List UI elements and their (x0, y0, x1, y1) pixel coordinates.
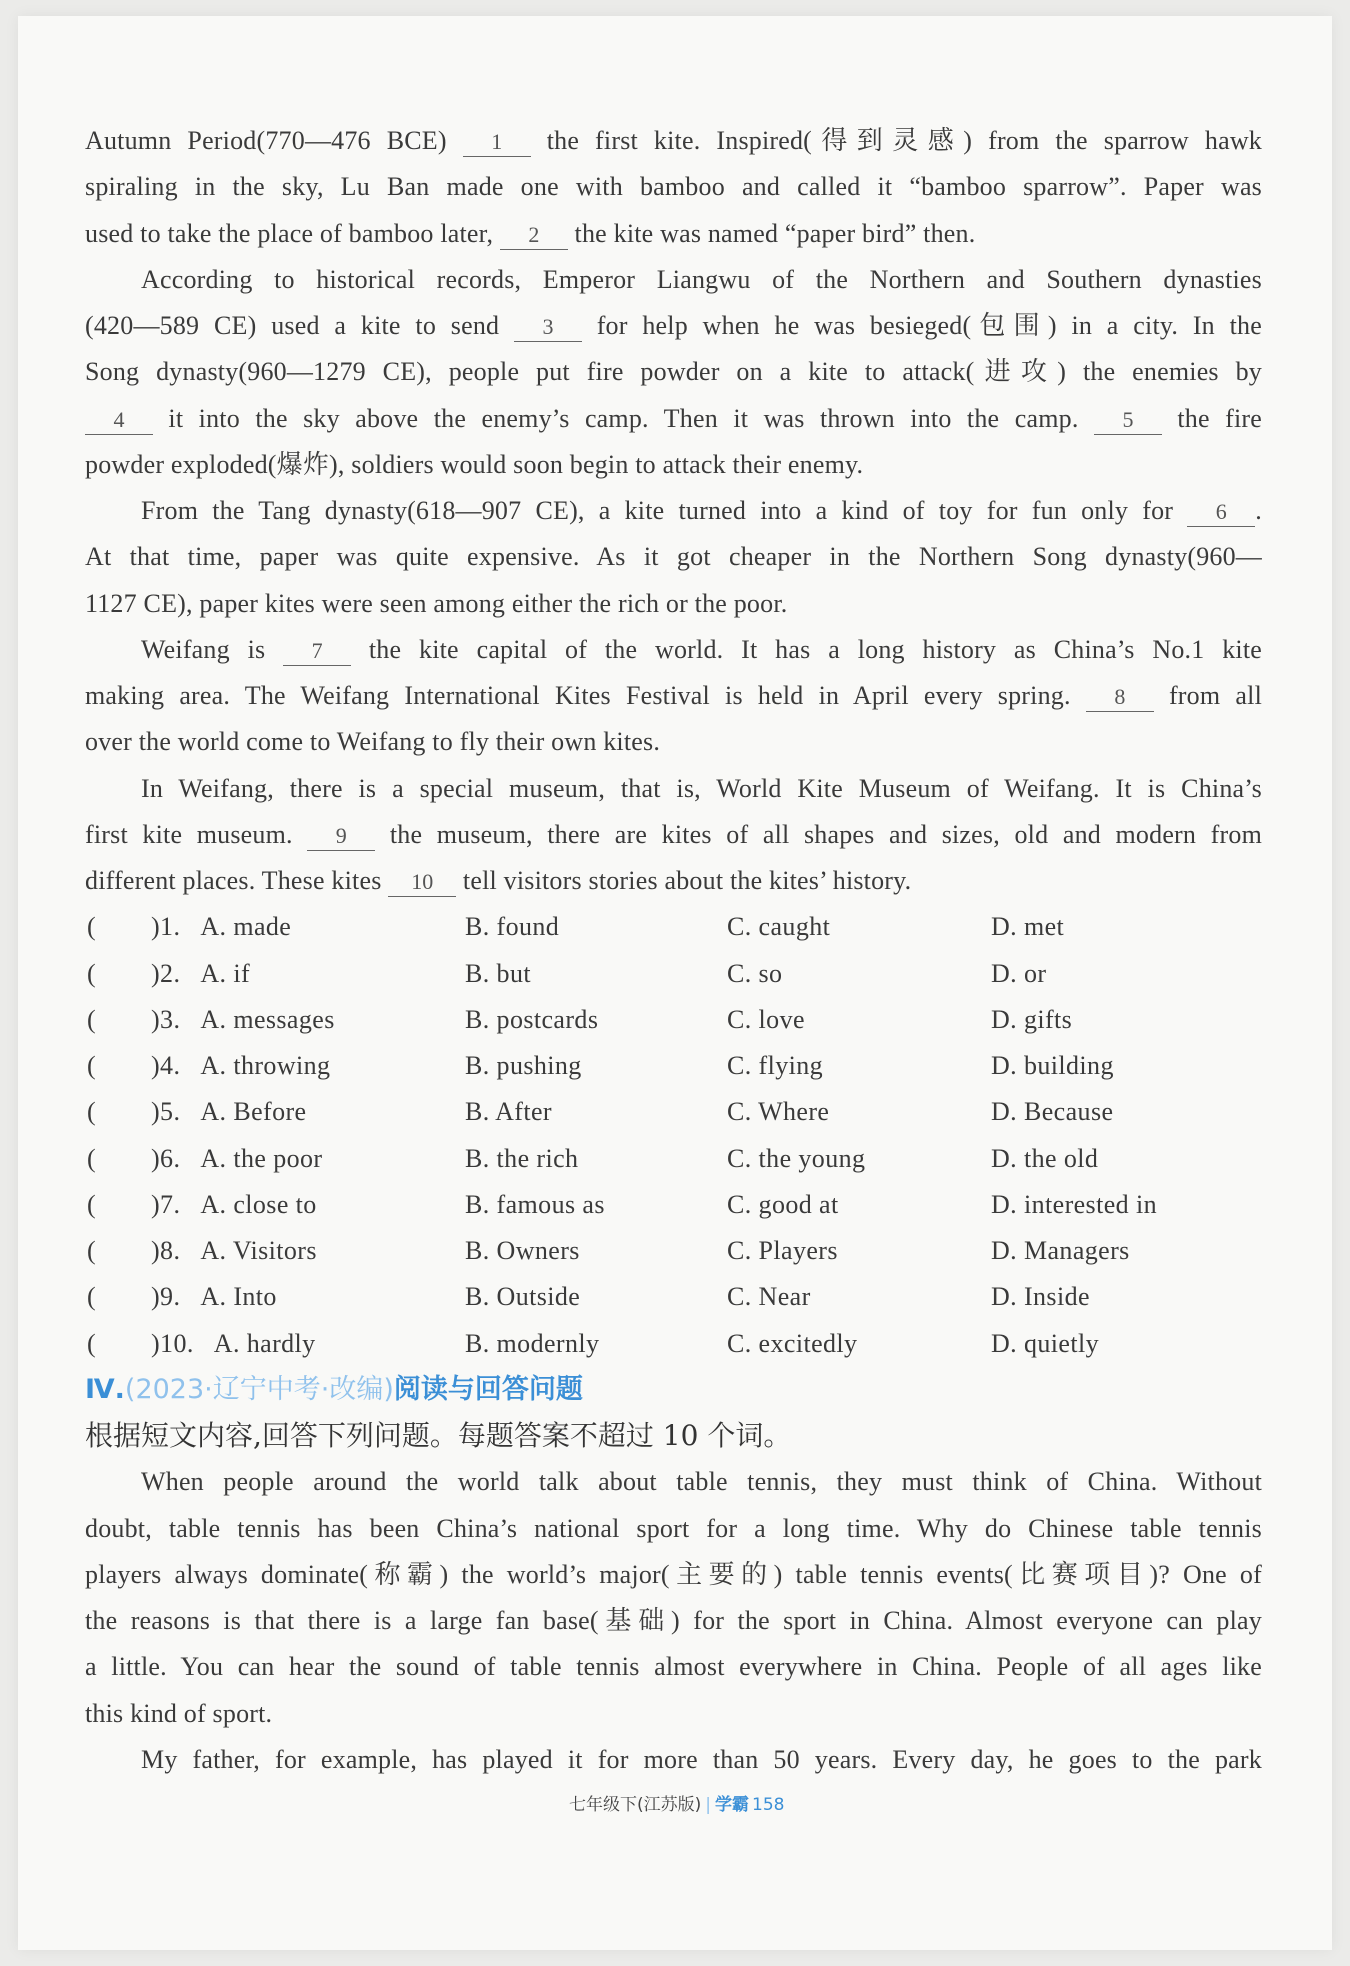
question-number: )3. (151, 1004, 181, 1034)
option-c: C. Near (727, 1282, 811, 1312)
option-b: B. the rich (465, 1143, 579, 1173)
option-d: D. Managers (991, 1236, 1130, 1265)
option-c: C. good at (727, 1189, 839, 1219)
option-a: A. the poor (200, 1143, 323, 1173)
text-segment: the reasons is that there is a large fan base(基础) for the sport in China. Almost everyone can play (85, 1606, 1262, 1635)
text-line (85, 164, 1262, 210)
footer-grade: 七年级下(江苏版) (569, 1795, 702, 1815)
option-b: B. famous as (465, 1189, 605, 1219)
option-a-column (151, 1089, 306, 1135)
answer-blank: 8 (1086, 683, 1154, 712)
text-segment: different places. These kites (85, 866, 389, 895)
section-title: 阅读与回答问题 (393, 1373, 583, 1405)
text-segment: From the Tang dynasty(618—907 CE), a kite turned into a kind of toy for fun only for (141, 496, 1188, 525)
page-content (85, 118, 1262, 1783)
page-number: 158 (752, 1795, 785, 1815)
option-a-column (151, 1043, 330, 1089)
text-segment: When people around the world talk about table tennis, they must think of China. Without (141, 1467, 1262, 1497)
option-a: A. throwing (200, 1051, 331, 1080)
option-d: D. or (991, 958, 1047, 988)
text-line (85, 627, 1262, 673)
question-row (85, 1321, 1262, 1367)
question-number: )6. (151, 1143, 181, 1173)
option-d: D. Inside (991, 1282, 1090, 1312)
text-line (85, 1552, 1262, 1598)
text-line (85, 349, 1262, 395)
question-row (85, 951, 1262, 997)
text-segment: for help when he was besieged(包围) in a city. In the (581, 311, 1262, 340)
text-line (85, 1691, 1262, 1737)
answer-blank: 4 (85, 406, 153, 435)
option-a-column (151, 904, 291, 950)
footer-brand: 学霸 (715, 1795, 749, 1815)
option-a-column (151, 1321, 316, 1367)
question-row (85, 904, 1262, 950)
option-c: C. Where (727, 1097, 830, 1127)
option-d: D. the old (991, 1143, 1099, 1173)
text-line (85, 858, 1262, 904)
text-line (85, 211, 1262, 257)
question-row (85, 997, 1262, 1043)
text-segment: a little. You can hear the sound of table tennis almost everywhere in China. People of all ages like (85, 1652, 1262, 1682)
answer-bracket: ( (87, 1189, 97, 1219)
question-number: )8. (151, 1236, 181, 1265)
section-source: (2023·辽宁中考·改编) (124, 1373, 394, 1405)
passage-1 (85, 118, 1262, 904)
question-row (85, 1274, 1262, 1320)
option-b: B. modernly (465, 1328, 600, 1358)
text-segment: this kind of sport. (85, 1698, 273, 1728)
text-line (85, 1644, 1262, 1690)
question-number: )7. (151, 1189, 181, 1219)
option-d: D. interested in (991, 1189, 1157, 1219)
question-number: )1. (151, 912, 181, 942)
text-line (85, 673, 1262, 719)
text-line (85, 534, 1262, 580)
text-segment: Weifang is (141, 634, 284, 664)
text-segment: 1127 CE), paper kites were seen among either the rich or the poor. (85, 588, 788, 618)
page-footer (569, 1792, 784, 1818)
section-instruction: 根据短文内容,回答下列问题。每题答案不超过 10 个词。 (85, 1419, 792, 1452)
question-row (85, 1089, 1262, 1135)
text-segment: Autumn Period(770—476 BCE) (85, 126, 463, 155)
answer-bracket: ( (87, 1328, 97, 1358)
text-segment: the museum, there are kites of all shapes and sizes, old and modern from (375, 819, 1262, 849)
option-a-column (151, 1182, 317, 1228)
text-segment: players always dominate(称霸) the world’s major(主要的) table tennis events(比赛项目)? One of (85, 1559, 1262, 1589)
option-b: B. pushing (465, 1051, 582, 1080)
text-segment: the kite capital of the world. It has a long history as China’s No.1 kite (351, 634, 1262, 664)
text-segment: from all (1153, 681, 1262, 710)
option-d: D. Because (991, 1097, 1114, 1127)
answer-bracket: ( (87, 912, 97, 942)
text-line (85, 442, 1262, 488)
answer-blank: 3 (514, 313, 582, 342)
text-segment: making area. The Weifang International Kites Festival is held in April every spring. (85, 681, 1086, 710)
section-number: Ⅳ. (85, 1373, 125, 1405)
option-d: D. met (991, 912, 1065, 942)
answer-bracket: ( (87, 1282, 97, 1312)
text-segment: Song dynasty(960—1279 CE), people put fire powder on a kite to attack(进攻) the enemies by (85, 357, 1262, 387)
option-c: C. the young (727, 1143, 866, 1173)
option-c: C. flying (727, 1051, 824, 1080)
answer-blank: 1 (463, 128, 531, 157)
option-a: A. if (200, 958, 251, 988)
text-line (85, 118, 1262, 164)
option-d: D. gifts (991, 1004, 1073, 1034)
answer-bracket: ( (87, 1097, 97, 1127)
text-segment: (420—589 CE) used a kite to send (85, 311, 514, 340)
answer-blank: 7 (283, 637, 351, 666)
answer-bracket: ( (87, 1236, 97, 1265)
option-b: B. found (465, 912, 560, 942)
text-line (85, 812, 1262, 858)
answer-bracket: ( (87, 1004, 97, 1034)
options-list (85, 904, 1262, 1367)
text-segment: spiraling in the sky, Lu Ban made one with bamboo and called it “bamboo sparrow”. Paper was (85, 172, 1262, 202)
option-a-column (151, 951, 250, 997)
text-segment: it into the sky above the enemy’s camp. Then it was thrown into the camp. (153, 403, 1094, 433)
question-number: )5. (151, 1097, 181, 1127)
option-a: A. messages (200, 1004, 335, 1034)
text-line (85, 766, 1262, 812)
answer-blank: 6 (1187, 498, 1255, 527)
option-c: C. caught (727, 912, 831, 942)
section-4-header (85, 1367, 1262, 1413)
question-row (85, 1043, 1262, 1089)
option-b: B. but (465, 958, 531, 988)
question-row (85, 1182, 1262, 1228)
text-line (85, 1506, 1262, 1552)
text-segment: In Weifang, there is a special museum, that is, World Kite Museum of Weifang. It is China’s (141, 773, 1262, 803)
option-c: C. excitedly (727, 1328, 858, 1358)
question-row (85, 1136, 1262, 1182)
text-segment: doubt, table tennis has been China’s national sport for a long time. Why do Chinese table tennis (85, 1513, 1262, 1543)
answer-bracket: ( (87, 1143, 97, 1173)
option-b: B. After (465, 1097, 552, 1127)
text-segment: My father, for example, has played it for more than 50 years. Every day, he goes to the park (141, 1744, 1262, 1774)
text-line (85, 1459, 1262, 1505)
question-number: )4. (151, 1051, 181, 1080)
question-number: )2. (151, 958, 181, 988)
text-segment: the kite was named “paper bird” then. (567, 218, 976, 248)
question-number: )10. (151, 1328, 194, 1358)
text-line (85, 257, 1262, 303)
footer-separator: | (705, 1795, 711, 1815)
answer-blank: 2 (500, 221, 568, 250)
text-line (85, 719, 1262, 765)
text-segment: According to historical records, Emperor Liangwu of the Northern and Southern dynasties (141, 264, 1262, 294)
option-b: B. postcards (465, 1004, 599, 1034)
text-line (85, 581, 1262, 627)
option-a: A. Before (200, 1097, 307, 1127)
option-a: A. made (200, 912, 292, 942)
answer-blank: 9 (307, 822, 375, 851)
option-a-column (151, 997, 335, 1043)
option-c: C. love (727, 1004, 805, 1034)
text-segment: over the world come to Weifang to fly their own kites. (85, 727, 661, 757)
text-segment: At that time, paper was quite expensive. As it got cheaper in the Northern Song dynasty(960— (85, 542, 1262, 572)
answer-bracket: ( (87, 1051, 97, 1080)
option-a-column (151, 1228, 317, 1274)
option-b: B. Owners (465, 1236, 580, 1265)
text-segment: . (1255, 496, 1262, 525)
text-segment: the first kite. Inspired(得到灵感) from the sparrow hawk (530, 126, 1262, 155)
answer-blank: 5 (1094, 406, 1162, 435)
option-a: A. close to (200, 1189, 317, 1219)
text-segment: tell visitors stories about the kites’ history. (456, 866, 912, 895)
question-number: )9. (151, 1282, 181, 1312)
answer-bracket: ( (87, 958, 97, 988)
passage-2 (85, 1459, 1262, 1783)
option-a: A. Visitors (200, 1236, 317, 1265)
option-b: B. Outside (465, 1282, 581, 1312)
text-segment: used to take the place of bamboo later, (85, 218, 500, 248)
text-line (85, 488, 1262, 534)
option-c: C. so (727, 958, 783, 988)
text-segment: the fire (1161, 403, 1262, 433)
option-a-column (151, 1274, 277, 1320)
text-segment: first kite museum. (85, 819, 308, 849)
option-c: C. Players (727, 1236, 838, 1265)
option-a-column (151, 1136, 322, 1182)
text-line (85, 303, 1262, 349)
option-a: A. Into (200, 1282, 277, 1312)
answer-blank: 10 (388, 868, 456, 897)
text-line (85, 1737, 1262, 1783)
text-line (85, 396, 1262, 442)
option-d: D. quietly (991, 1328, 1099, 1358)
option-a: A. hardly (213, 1328, 316, 1358)
question-row (85, 1228, 1262, 1274)
text-segment: powder exploded(爆炸), soldiers would soon begin to attack their enemy. (85, 449, 864, 479)
text-line (85, 1598, 1262, 1644)
option-d: D. building (991, 1051, 1114, 1080)
